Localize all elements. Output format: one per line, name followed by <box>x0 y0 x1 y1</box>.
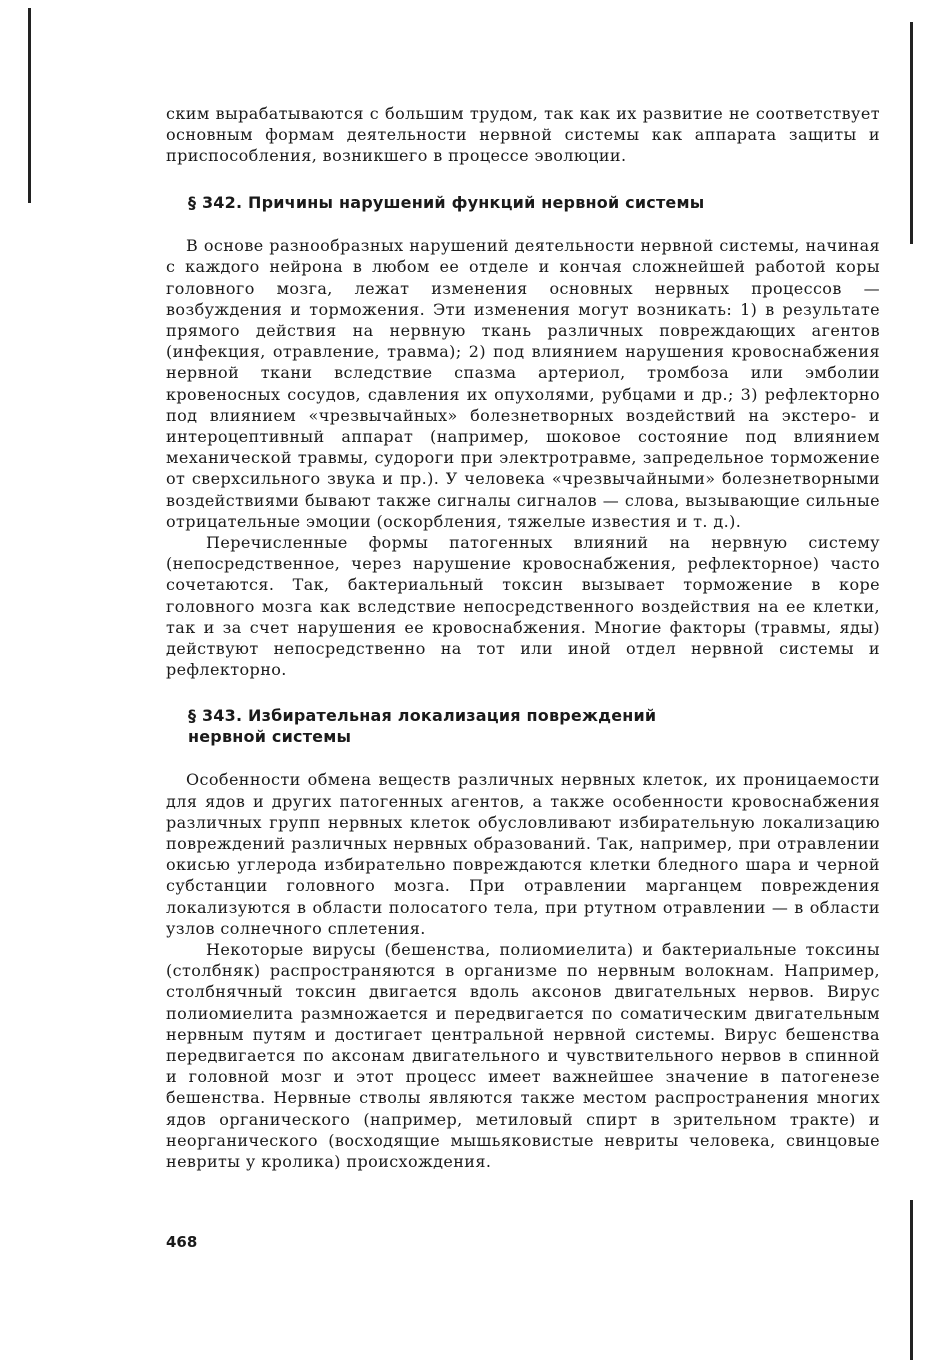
section-343-paragraph-2: Некоторые вирусы (бешенства, полиомиелита) и бактериальные токсины (столбняк) распространяются в организме по нервным волокнам. Например, столбнячный токсин двигается вдоль аксонов двигательных нервов. Вирус полиомиелита размножается и передвигается по соматическим двигательным нервным путям и достигает центральной нервной системы. Вирус бешенства передвигается по аксонам двигательного и чувствительного нервов в спинной и головной мозг и этот процесс имеет важнейшее значение в патогенезе бешенства. Нервные стволы являются также местом распространения многих ядов органического (например, метиловый спирт в зрительном тракте) и неорганического (восходящие мышьяковистые невриты человека, свинцовые невриты у кролика) происхождения. <box>166 940 880 1172</box>
scan-edge-right-top <box>910 22 913 244</box>
section-343-heading <box>166 706 880 747</box>
section-343-heading-line-1: § 343. Избирательная локализация повреждений <box>188 706 657 726</box>
section-342-paragraph-1: В основе разнообразных нарушений деятельности нервной системы, начиная с каждого нейрона в любом ее отделе и кончая сложнейшей работой коры головного мозга, лежат изменения основных нервных процессов — возбуждения и торможения. Эти изменения могут возникать: 1) в результате прямого действия на нервную ткань различных повреждающих агентов (инфекция, отравление, травма); 2) под влиянием нарушения кровоснабжения нервной ткани вследствие спазма артериол, тромбоза или эмболии кровеносных сосудов, сдавления их опухолями, рубцами и др.; 3) рефлекторно под влиянием «чрезвычайных» болезнетворных воздействий на экстеро- и интероцептивный аппарат (например, шоковое состояние под влиянием механической травмы, судороги при электротравме, запредельное торможение от сверхсильного звука и пр.). У человека «чрезвычайными» болезнетворными воздействиями бывают также сигналы сигналов — слова, вызывающие сильные отрицательные эмоции (оскорбления, тяжелые известия и т. д.). <box>166 236 880 531</box>
scan-edge-right-bottom <box>910 1200 913 1360</box>
section-343-heading-line-2: нервной системы <box>188 726 352 746</box>
page-number: 468 <box>166 1233 198 1251</box>
scan-edge-left <box>28 8 31 203</box>
section-342-paragraph-2: Перечисленные формы патогенных влияний на нервную систему (непосредственное, через нарушение кровоснабжения, рефлекторное) часто сочетаются. Так, бактериальный токсин вызывает торможение в коре головного мозга как вследствие непосредственного воздействия на ее клетки, так и за счет нарушения ее кровоснабжения. Многие факторы (травмы, яды) действуют непосредственно на тот или иной отдел нервной системы и рефлекторно. <box>166 532 880 680</box>
intro-paragraph: ским вырабатываются с большим трудом, так как их развитие не соответствует основным формам деятельности нервной системы как аппарата защиты и приспособления, возникшего в процессе эволюции. <box>166 104 880 166</box>
section-342-heading: § 342. Причины нарушений функций нервной системы <box>188 192 705 212</box>
page-body <box>166 103 880 1172</box>
section-343-paragraph-1: Особенности обмена веществ различных нервных клеток, их проницаемости для ядов и других патогенных агентов, а также особенности кровоснабжения различных групп нервных клеток обусловливают избирательную локализацию повреждений различных нервных образований. Так, например, при отравлении окисью углерода избирательно повреждаются клетки бледного шара и черной субстанции головного мозга. При отравлении марганцем повреждения локализуются в области полосатого тела, при ртутном отравлении — в области узлов солнечного сплетения. <box>166 770 880 938</box>
